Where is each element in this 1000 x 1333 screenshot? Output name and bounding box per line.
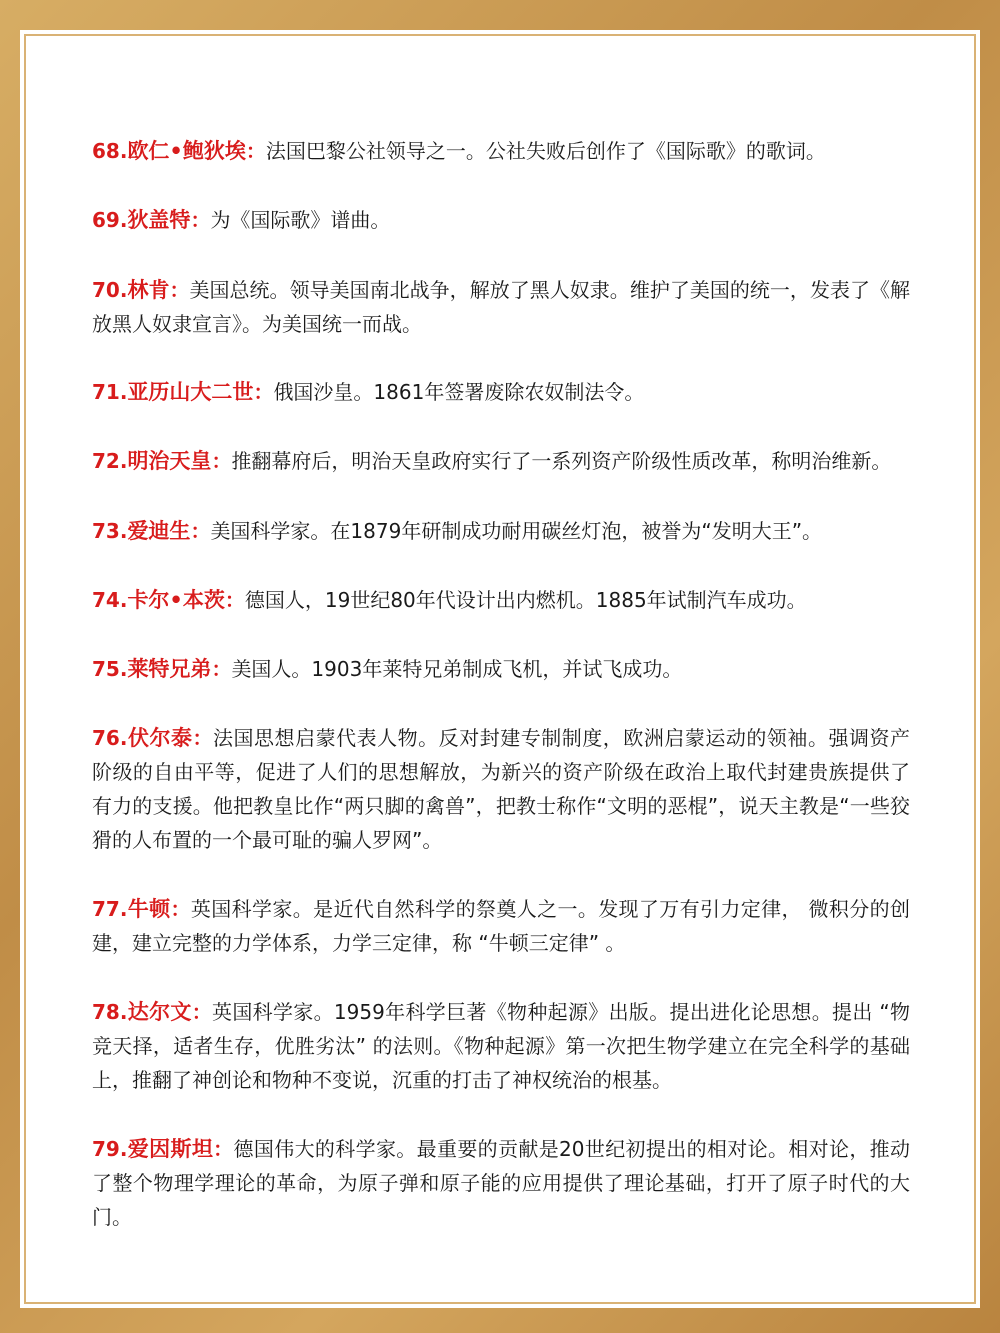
entry-colon: ： [190,208,211,232]
entry-69 [92,203,910,237]
entry-number: 71. [92,380,128,404]
entry-person-name: 狄盖特 [127,208,191,232]
entry-72 [92,444,910,478]
entry-colon: ： [213,1137,234,1161]
entry-person-name: 林肯 [127,278,170,302]
entry-description: 美国人。1903年莱特兄弟制成飞机，并试飞成功。 [231,657,683,681]
entry-description: 德国伟大的科学家。最重要的贡献是20世纪初提出的相对论。相对论，推动了整个物理学理论的革命，为原子弹和原子能的应用提供了理论基础，打开了原子时代的大门。 [92,1137,911,1229]
entry-76 [92,721,910,857]
entry-77 [92,892,910,960]
entry-description: 推翻幕府后，明治天皇政府实行了一系列资产阶级性质改革，称明治维新。 [231,449,892,473]
entry-73 [92,514,910,548]
entry-number: 69. [92,208,128,232]
entry-description: 为《国际歌》谱曲。 [210,208,391,232]
entry-description: 美国科学家。在1879年研制成功耐用碳丝灯泡，被誉为“发明大王”。 [210,519,823,543]
entry-description: 英国科学家。1959年科学巨著《物种起源》出版。提出进化论思想。提出 “物竞天择，适者生存，优胜劣汰” 的法则。《物种起源》第一次把生物学建立在完全科学的基础上，推翻了神创论和物种不变说，沉重的打击了神权统治的根基。 [92,1000,911,1092]
entry-colon: ： [190,519,211,543]
entry-colon: ： [170,897,191,921]
entry-person-name: 亚历山大二世 [127,380,254,404]
entry-person-name: 欧仁•鲍狄埃 [127,139,246,163]
entry-number: 77. [92,897,128,921]
entry-number: 70. [92,278,128,302]
entry-68 [92,134,910,168]
entry-number: 78. [92,1000,128,1024]
entry-description: 美国总统。领导美国南北战争，解放了黑人奴隶。维护了美国的统一，发表了《解放黑人奴隶宣言》。为美国统一而战。 [92,278,911,336]
entry-78 [92,995,910,1097]
entry-description: 法国巴黎公社领导之一。公社失败后创作了《国际歌》的歌词。 [265,139,826,163]
entry-description: 英国科学家。是近代自然科学的祭奠人之一。发现了万有引力定律， 微积分的创建，建立完整的力学体系，力学三定律，称 “牛顿三定律” 。 [92,897,911,955]
entry-number: 74. [92,588,128,612]
entry-colon: ： [169,278,190,302]
entry-71 [92,375,910,409]
entry-list [92,100,910,1234]
page-card [20,30,980,1308]
entry-75 [92,652,910,686]
entry-number: 76. [92,726,128,750]
entry-person-name: 莱特兄弟 [127,657,212,681]
entry-79 [92,1132,910,1234]
entry-description: 德国人，19世纪80年代设计出内燃机。1885年试制汽车成功。 [244,588,807,612]
entry-description: 俄国沙皇。1861年签署废除农奴制法令。 [273,380,645,404]
entry-colon: ： [253,380,274,404]
entry-colon: ： [191,1000,213,1024]
entry-number: 75. [92,657,128,681]
entry-colon: ： [224,588,245,612]
entry-person-name: 卡尔•本茨 [127,588,225,612]
entry-number: 73. [92,519,128,543]
entry-70 [92,273,910,341]
entry-person-name: 爱因斯坦 [127,1137,214,1161]
entry-colon: ： [211,657,232,681]
entry-colon: ： [211,449,232,473]
entry-number: 79. [92,1137,128,1161]
entry-colon: ： [192,726,214,750]
entry-person-name: 明治天皇 [127,449,212,473]
entry-person-name: 伏尔泰 [127,726,193,750]
entry-person-name: 牛顿 [127,897,171,921]
entry-colon: ： [245,139,266,163]
entry-74 [92,583,910,617]
entry-person-name: 达尔文 [127,1000,192,1024]
entry-number: 68. [92,139,128,163]
entry-number: 72. [92,449,128,473]
entry-person-name: 爱迪生 [127,519,191,543]
entry-description: 法国思想启蒙代表人物。反对封建专制制度，欧洲启蒙运动的领袖。强调资产阶级的自由平等，促进了人们的思想解放，为新兴的资产阶级在政治上取代封建贵族提供了有力的支援。他把教皇比作“两只脚的禽兽”，把教士称作“文明的恶棍”，说天主教是“一些狡猾的人布置的一个最可耻的骗人罗网”。 [92,726,911,852]
